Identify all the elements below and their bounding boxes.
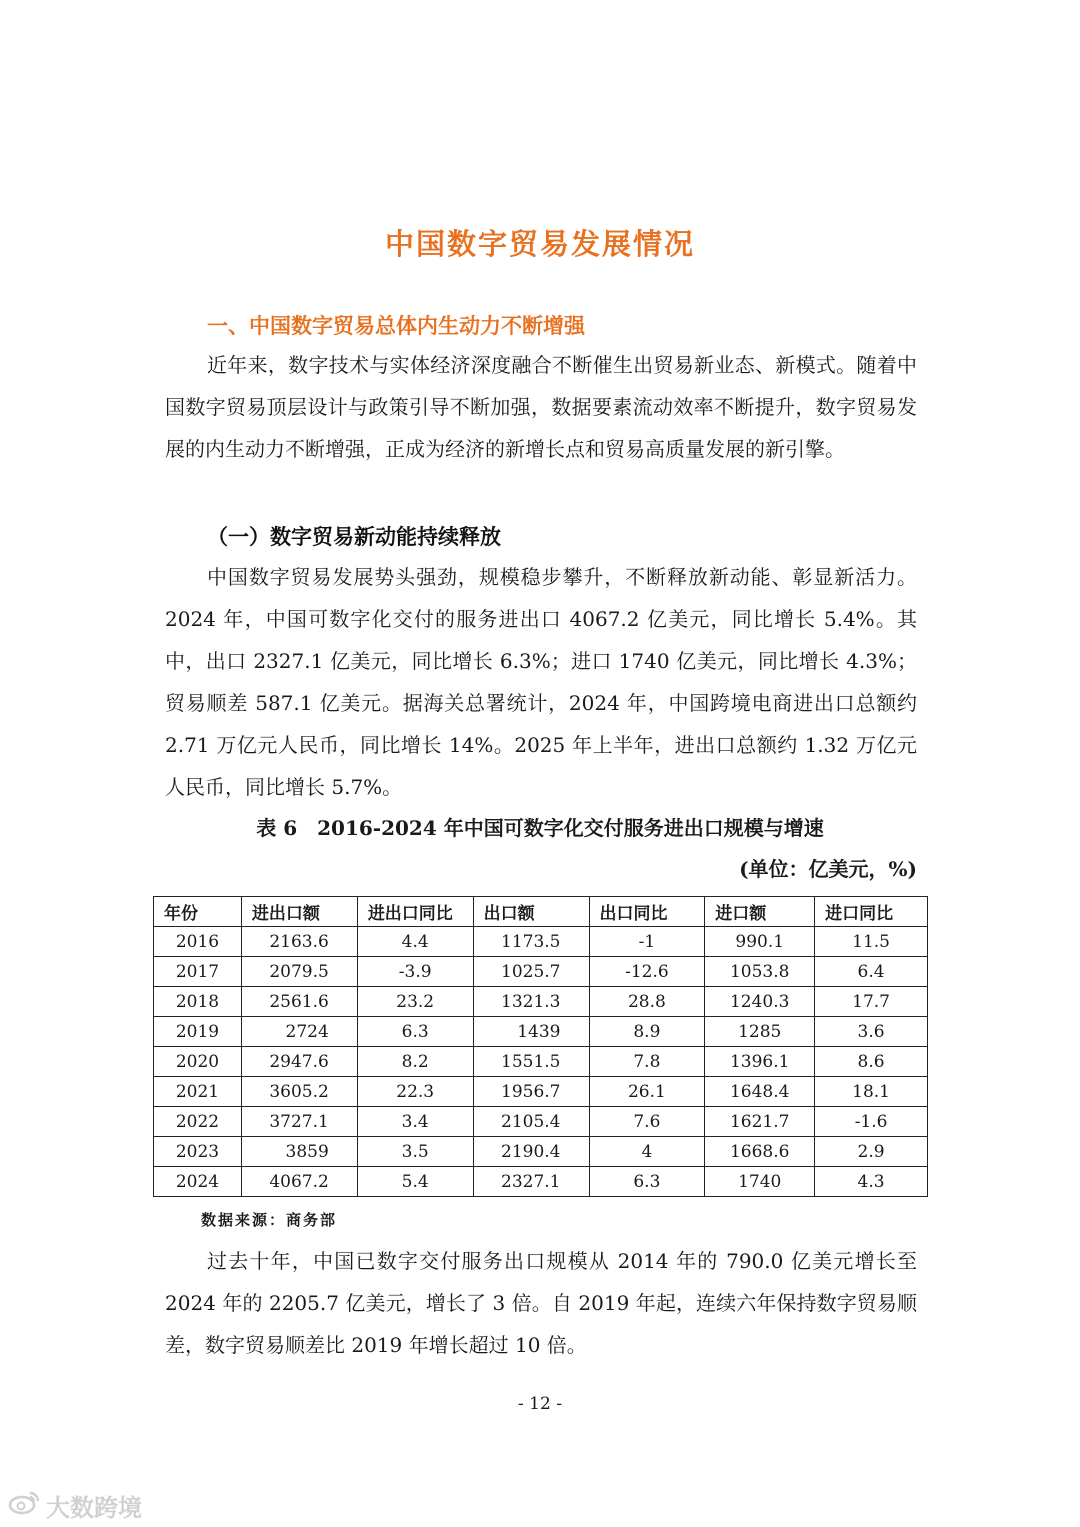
- page-title: 中国数字贸易发展情况: [384, 227, 695, 261]
- table-header-row: [154, 897, 928, 927]
- value-cell: 17.7: [815, 987, 928, 1017]
- value-cell: 26.1: [589, 1077, 705, 1107]
- value-cell: 2947.6: [241, 1047, 357, 1077]
- value-cell: -1: [589, 927, 705, 957]
- column-header: 出口额: [473, 897, 589, 927]
- weibo-icon: [8, 1489, 42, 1521]
- value-cell: 3605.2: [241, 1077, 357, 1107]
- trade-table: [153, 896, 928, 1197]
- value-cell: 1173.5: [473, 927, 589, 957]
- value-cell: 1321.3: [473, 987, 589, 1017]
- column-header: 进口额: [705, 897, 815, 927]
- year-cell: 2023: [154, 1137, 242, 1167]
- year-cell: 2019: [154, 1017, 242, 1047]
- year-cell: 2022: [154, 1107, 242, 1137]
- paragraph-intro: 近年来，数字技术与实体经济深度融合不断催生出贸易新业态、新模式。随着中国数字贸易顶层设计与政策引导不断加强，数据要素流动效率不断提升，数字贸易发展的内生动力不断增强，正成为经济的新增长点和贸易高质量发展的新引擎。: [165, 353, 917, 461]
- value-cell: 1740: [705, 1167, 815, 1197]
- value-cell: 1240.3: [705, 987, 815, 1017]
- watermark: [8, 1490, 142, 1520]
- value-cell: 2105.4: [473, 1107, 589, 1137]
- value-cell: 1956.7: [473, 1077, 589, 1107]
- value-cell: 5.4: [357, 1167, 473, 1197]
- value-cell: 28.8: [589, 987, 705, 1017]
- column-header: 进出口同比: [357, 897, 473, 927]
- paragraph-decade-growth: 过去十年，中国已数字交付服务出口规模从 2014 年的 790.0 亿美元增长至 2024 年的 2205.7 亿美元，增长了 3 倍。自 2019 年起，连续六年保持数字贸易顺差，数字贸易顺差比 2019 年增长超过 10 倍。: [165, 1249, 917, 1357]
- table-unit: (单位：亿美元，%): [739, 857, 917, 881]
- value-cell: 2079.5: [241, 957, 357, 987]
- value-cell: 8.6: [815, 1047, 928, 1077]
- value-cell: 6.4: [815, 957, 928, 987]
- subsection-heading: （一）数字贸易新动能持续释放: [207, 525, 501, 549]
- value-cell: 1621.7: [705, 1107, 815, 1137]
- value-cell: 3.5: [357, 1137, 473, 1167]
- value-cell: 7.6: [589, 1107, 705, 1137]
- value-cell: 4067.2: [241, 1167, 357, 1197]
- value-cell: 7.8: [589, 1047, 705, 1077]
- year-cell: 2016: [154, 927, 242, 957]
- value-cell: 1025.7: [473, 957, 589, 987]
- value-cell: 990.1: [705, 927, 815, 957]
- value-cell: -3.9: [357, 957, 473, 987]
- page-number: - 12 -: [518, 1394, 562, 1414]
- table-body: [154, 927, 928, 1197]
- value-cell: -1.6: [815, 1107, 928, 1137]
- column-header: 进出口额: [241, 897, 357, 927]
- year-cell: 2017: [154, 957, 242, 987]
- year-cell: 2018: [154, 987, 242, 1017]
- value-cell: 1053.8: [705, 957, 815, 987]
- value-cell: 22.3: [357, 1077, 473, 1107]
- value-cell: 3.6: [815, 1017, 928, 1047]
- value-cell: 3859: [241, 1137, 357, 1167]
- value-cell: 1668.6: [705, 1137, 815, 1167]
- value-cell: 2724: [241, 1017, 357, 1047]
- column-header: 年份: [154, 897, 242, 927]
- year-cell: 2020: [154, 1047, 242, 1077]
- column-header: 出口同比: [589, 897, 705, 927]
- value-cell: 1648.4: [705, 1077, 815, 1107]
- table-source: 数据来源：商务部: [201, 1211, 338, 1229]
- value-cell: 2190.4: [473, 1137, 589, 1167]
- value-cell: 3727.1: [241, 1107, 357, 1137]
- value-cell: 1285: [705, 1017, 815, 1047]
- table-row: [154, 1017, 928, 1047]
- value-cell: 18.1: [815, 1077, 928, 1107]
- value-cell: -12.6: [589, 957, 705, 987]
- value-cell: 4: [589, 1137, 705, 1167]
- table-row: [154, 1077, 928, 1107]
- table-row: [154, 957, 928, 987]
- value-cell: 6.3: [589, 1167, 705, 1197]
- year-cell: 2024: [154, 1167, 242, 1197]
- value-cell: 2163.6: [241, 927, 357, 957]
- value-cell: 11.5: [815, 927, 928, 957]
- value-cell: 4.4: [357, 927, 473, 957]
- table-caption: 表 6 2016-2024 年中国可数字化交付服务进出口规模与增速: [256, 816, 824, 840]
- value-cell: 8.9: [589, 1017, 705, 1047]
- year-cell: 2021: [154, 1077, 242, 1107]
- value-cell: 2327.1: [473, 1167, 589, 1197]
- value-cell: 1439: [473, 1017, 589, 1047]
- table-row: [154, 1137, 928, 1167]
- table-row: [154, 1107, 928, 1137]
- column-header: 进口同比: [815, 897, 928, 927]
- watermark-text: 大数跨境: [46, 1493, 142, 1522]
- value-cell: 1551.5: [473, 1047, 589, 1077]
- value-cell: 3.4: [357, 1107, 473, 1137]
- table-row: [154, 1047, 928, 1077]
- section-heading: 一、中国数字贸易总体内生动力不断增强: [207, 314, 585, 338]
- table-row: [154, 1167, 928, 1197]
- value-cell: 2.9: [815, 1137, 928, 1167]
- table-row: [154, 927, 928, 957]
- table-row: [154, 987, 928, 1017]
- value-cell: 4.3: [815, 1167, 928, 1197]
- value-cell: 23.2: [357, 987, 473, 1017]
- value-cell: 2561.6: [241, 987, 357, 1017]
- value-cell: 8.2: [357, 1047, 473, 1077]
- value-cell: 6.3: [357, 1017, 473, 1047]
- value-cell: 1396.1: [705, 1047, 815, 1077]
- paragraph-new-momentum: 中国数字贸易发展势头强劲，规模稳步攀升，不断释放新动能、彰显新活力。2024 年，中国可数字化交付的服务进出口 4067.2 亿美元，同比增长 5.4%。其中，出口 2327.1 亿美元，同比增长 6.3%；进口 1740 亿美元，同比增长 4.3%；贸易顺差 587.1 亿美元。据海关总署统计，2024 年，中国跨境电商进出口总额约 2.71 万亿元人民币，同比增长 14%。2025 年上半年，进出口总额约 1.32 万亿元人民币，同比增长 5.7%。: [165, 565, 917, 799]
